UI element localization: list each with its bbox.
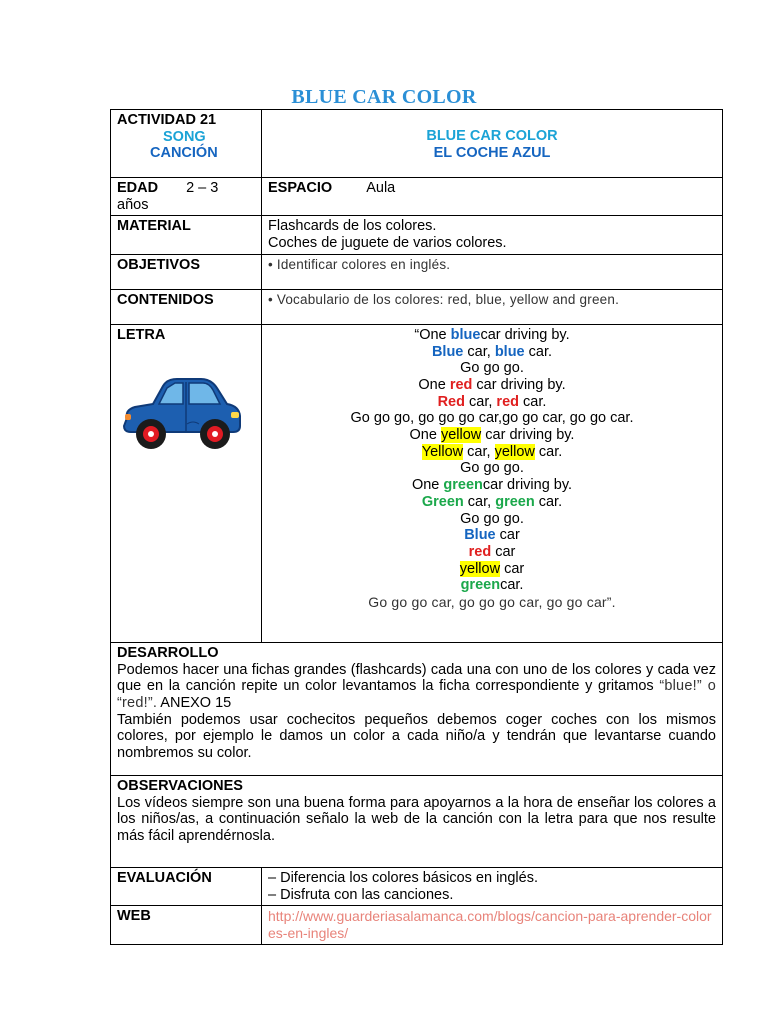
- lyric-color-word: blue: [450, 326, 481, 343]
- lyric-line: [268, 427, 716, 444]
- contenidos-label: CONTENIDOS: [111, 289, 262, 324]
- contenidos-row: [111, 289, 723, 324]
- letra-cell: [111, 324, 262, 642]
- lyric-text: car: [500, 560, 525, 577]
- evaluacion-item-2: – Disfruta con las canciones.: [268, 886, 454, 903]
- objetivos-label: OBJETIVOS: [111, 254, 262, 289]
- lyrics-cell: [262, 324, 723, 642]
- edad-row: [111, 178, 723, 216]
- lyric-line: [268, 527, 716, 544]
- lyric-color-word: Yellow: [421, 443, 464, 460]
- contenidos-text: • Vocabulario de los colores: red, blue, yellow and green.: [262, 289, 723, 324]
- lyric-color-word: green: [460, 577, 501, 594]
- lyric-color-word: red: [449, 376, 473, 393]
- lyric-line: Go go go.: [460, 460, 524, 477]
- lyric-color-word: Green: [421, 493, 464, 510]
- lyric-line: Go go go.: [460, 510, 524, 527]
- observaciones-label: OBSERVACIONES: [117, 777, 243, 794]
- cancion-label: CANCIÓN: [150, 145, 218, 162]
- desarrollo-cell: [111, 642, 723, 775]
- web-row: [111, 906, 723, 944]
- lyric-text: car.: [500, 577, 524, 594]
- lyric-text: car,: [463, 493, 496, 510]
- lyric-line: Go go go, go go go car,go go car, go go car.: [350, 410, 634, 427]
- lyric-text: car: [491, 543, 516, 560]
- lyric-line: [268, 577, 716, 594]
- letra-label: LETRA: [117, 326, 166, 343]
- objetivos-text: • Identificar colores en inglés.: [262, 254, 723, 289]
- lyric-text: car.: [534, 493, 563, 510]
- lyric-line: [268, 561, 716, 578]
- espacio-cell: [262, 178, 723, 216]
- song-title-cell: [262, 110, 723, 178]
- material-line-2: Coches de juguete de varios colores.: [268, 235, 507, 252]
- lyric-color-word: red: [468, 543, 492, 560]
- lyric-text: car,: [463, 343, 495, 360]
- desarrollo-row: [111, 642, 723, 775]
- observaciones-text: Los vídeos siempre son una buena forma para apoyarnos a la hora de enseñar los colores a los niños/as, a continuación señalo la web de la canción con la letra para que nos resulte más fácil aprendérnosla.: [117, 794, 716, 844]
- lyric-color-word: Red: [437, 393, 465, 410]
- lyric-line: [268, 344, 716, 361]
- edad-label: EDAD: [117, 180, 159, 196]
- material-row: [111, 216, 723, 254]
- song-title-es: EL COCHE AZUL: [433, 144, 551, 161]
- lyric-color-word: Blue: [464, 527, 496, 544]
- activity-table: [110, 109, 723, 945]
- evaluacion-label: EVALUACIÓN: [111, 867, 262, 905]
- lyric-color-word: yellow: [459, 560, 501, 577]
- lyric-color-word: green: [443, 477, 483, 494]
- lyric-color-word: yellow: [440, 427, 482, 444]
- lyric-color-word: Blue: [431, 343, 464, 360]
- lyric-text: car driving by.: [481, 427, 575, 444]
- lyric-line: [268, 544, 716, 561]
- lyric-line: [268, 444, 716, 461]
- song-title-en: BLUE CAR COLOR: [426, 128, 558, 144]
- letra-row: [111, 324, 723, 642]
- lyric-text: car.: [519, 393, 547, 410]
- lyric-text: car.: [524, 343, 553, 360]
- activity-cell: [111, 110, 262, 178]
- lyric-line: Go go go.: [460, 360, 524, 377]
- lyric-text: car driving by.: [472, 376, 566, 393]
- observaciones-cell: [111, 775, 723, 867]
- web-label: WEB: [111, 906, 262, 944]
- evaluacion-row: [111, 867, 723, 905]
- lyric-color-word: green: [495, 493, 535, 510]
- activity-number: ACTIVIDAD 21: [117, 112, 217, 128]
- espacio-value: Aula: [366, 180, 396, 196]
- blue-car-icon: [119, 374, 255, 461]
- lyric-text: car driving by.: [482, 477, 573, 494]
- material-cell: [262, 216, 723, 254]
- lyric-line: [268, 494, 716, 511]
- lyric-line: [268, 394, 716, 411]
- document-title: BLUE CAR COLOR: [291, 86, 477, 108]
- desarrollo-example: “blue!” o “red!”.: [117, 678, 717, 711]
- lyric-color-word: red: [496, 393, 519, 410]
- lyric-color-word: blue: [494, 343, 525, 360]
- web-link[interactable]: http://www.guarderiasalamanca.com/blogs/cancion-para-aprender-colores-en-ingles/: [262, 906, 723, 944]
- lyric-text: One: [418, 376, 450, 393]
- blue-car-illustration: [119, 374, 243, 456]
- desarrollo-paragraph-1: [117, 662, 716, 712]
- edad-cell: [111, 178, 262, 216]
- lyric-text: One: [409, 427, 441, 444]
- desarrollo-label: DESARROLLO: [117, 644, 219, 661]
- edad-value: 2 – 3: [186, 180, 219, 196]
- material-label: MATERIAL: [111, 216, 262, 254]
- lyric-text: “One: [414, 326, 451, 343]
- evaluacion-item-1: – Diferencia los colores básicos en inglés.: [268, 869, 538, 886]
- lyric-line: [268, 327, 716, 344]
- lyric-text: car,: [463, 443, 495, 460]
- desarrollo-paragraph-2: También podemos usar cochecitos pequeños debemos coger coches con los mismos colores, por ejemplo le damos un color a cada niño/a y tendrán que levantarse cuando nombremos su color.: [117, 711, 716, 762]
- desarrollo-text: Podemos hacer una fichas grandes (flashcards) cada una con uno de los colores y cada vez que en la canción repite un color levantamos la ficha correspondiente y gritamos: [117, 661, 716, 695]
- lyric-color-word: yellow: [494, 443, 535, 460]
- lyric-text: car,: [464, 393, 497, 410]
- evaluacion-cell: [262, 867, 723, 905]
- annex-reference: ANEXO 15: [157, 694, 232, 711]
- material-line-1: Flashcards de los colores.: [268, 218, 437, 235]
- lyric-line: [268, 377, 716, 394]
- espacio-label: ESPACIO: [268, 180, 333, 196]
- objetivos-row: [111, 254, 723, 289]
- lyric-text: One: [411, 477, 444, 494]
- lyric-text: car.: [534, 443, 563, 460]
- observaciones-row: [111, 775, 723, 867]
- header-row: [111, 110, 723, 178]
- lyric-line: [268, 477, 716, 494]
- song-label: SONG: [163, 128, 206, 145]
- lyric-line: Go go go car, go go go car, go go car”.: [368, 594, 616, 611]
- lyric-text: car driving by.: [480, 326, 570, 343]
- edad-units: años: [117, 196, 149, 213]
- lyric-text: car: [495, 527, 520, 544]
